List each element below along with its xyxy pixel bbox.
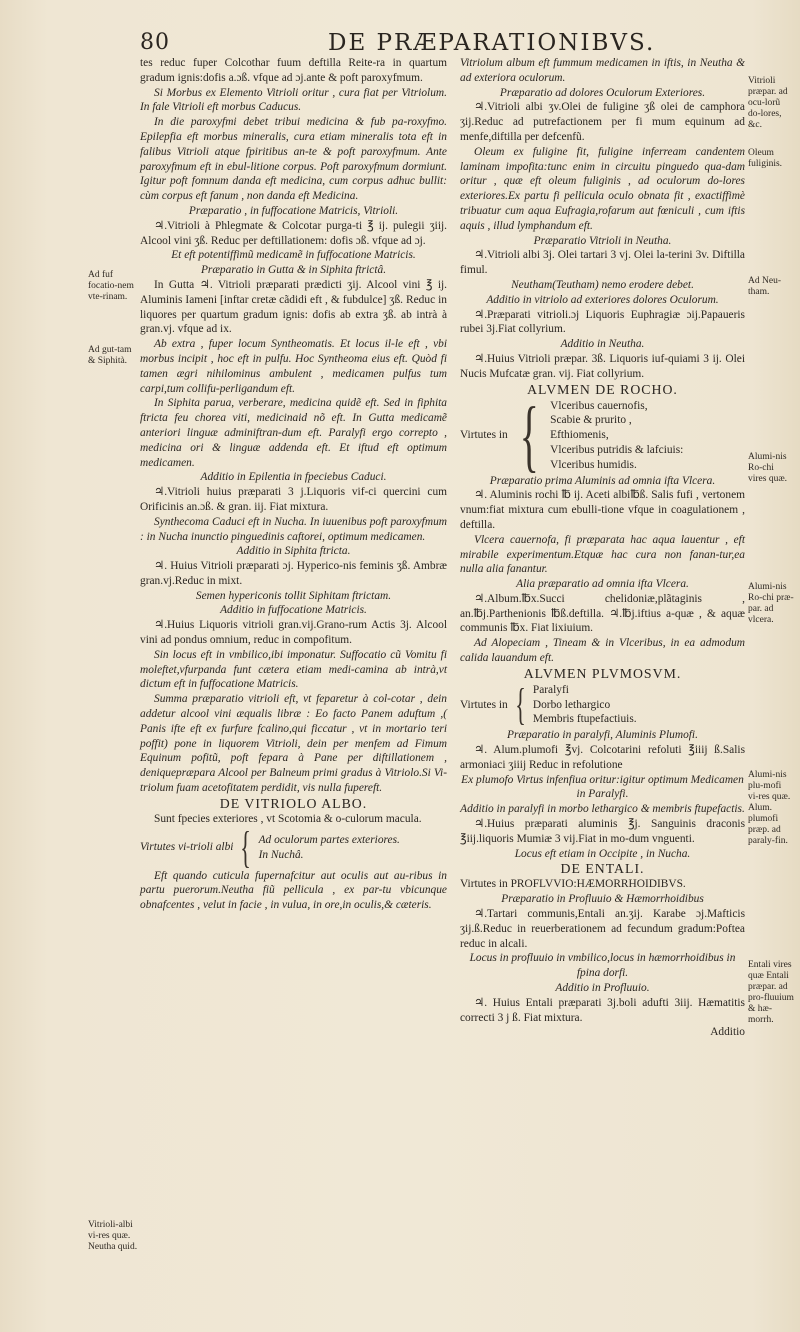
paragraph: Ex plumofo Virtus infenfiua oritur:igitur optimum Medicamen in Paralyfi. (461, 773, 744, 801)
margin-note: Ad fuf focatio-nem vte-rinam. (88, 270, 134, 302)
paragraph: Additio in Neutha. (560, 338, 645, 351)
paragraph: Additio in Epilentia in fpeciebus Caduci. (200, 471, 387, 484)
paragraph: In die paroxyfmi debet tribui medicina & fub pa-roxyfmo. Epilepfia eft morbus mineralis, cura etiam mineralis tota eft in falibus Vitrioli atque fpiritibus an-te & poft paroxyfmum. Ante paroxyfmum eft in ebul-litione corpus. Poft paroxyfmum dormiunt. Igitur poft fomnum danda eft medicina, cum corpus adhuc bullit: cùm corpus eft fanum , non danda eft Medicina. (140, 116, 447, 203)
paragraph: Præparatio , in fuffocatione Matricis, Vitrioli. (188, 204, 399, 217)
paragraph: Præparatio in Profluuio & Hæmorrhoidibus (501, 893, 704, 906)
paragraph: ♃.Præparati vitrioli.ɔj Liquoris Euphragiæ ɔij.Papaueris rubei 3j.Fiat collyrium. (460, 308, 745, 336)
paragraph: Neutham(Teutham) nemo erodere debet. (511, 278, 694, 291)
brace-item: Vlceribus cauernofis, (550, 399, 648, 412)
margin-note: Alumi-nis Ro-chi vires quæ. (748, 452, 788, 484)
paragraph: Summa præparatio vitrioli eft, vt feparetur à col-cotar , dein addetur alcool vini æqualis libræ : Eo facto Panem aduftum ,( Panis ifte eft ex furfure fcalino,qui ficcatur , vt in mortario teri poffit) pone in liquorem Vitrioli, dein per menfem ad Fimum Equinum pofitũ, poft fepara à Pane per diftillationem , deniquepræpara Alcool per Balneum primi gradus à Vitriolo.Si Vi-triolum fuam acetofitatem perdidit, vis nulla fupereft. (140, 693, 447, 795)
section-heading: DE ENTALI. (560, 861, 645, 877)
paragraph: In Siphita parua, verberare, medicina quidẽ eft. Sed in fiphita ftricta feu chorea viti, medicinaid nõ eft. In Gutta medicamẽ anteriori linguæ adminiftran-dum eft. Paralyfi ergo correpto , medicina ori & linguæ addenda eft. Et iftud eft optimum medicamen. (140, 397, 447, 469)
paragraph: Virtutes in PROFLVVIO:HÆMORRHOIDIBVS. (460, 878, 686, 891)
paragraph: ♃. Aluminis rochi ℔ ij. Aceti albi℔ß. Salis fufi , vertonem vnum:fiat mixtura cum ebulli-tione vfque in coagulationem , deftilla. (460, 489, 745, 531)
paragraph: ♃.Vitrioli à Phlegmate & Colcotar purga-ti ℥ ij. pulegii ʒiij. Alcool vini ʒß. Reduc per deftillationem: dofis ɔß. vfque ad ɔj. (140, 219, 447, 247)
section-heading: DE VITRIOLO ALBO. (219, 795, 368, 811)
paragraph: Si Morbus ex Elemento Vitrioli oritur , cura fiat per Vitriolum. In fale Vitrioli eft morbus Caducus. (140, 86, 447, 114)
page-number: 80 (140, 30, 170, 55)
paragraph: Synthecoma Caduci eft in Nucha. In iuuenibus poft paroxyfmum : in Nucha inunctio pinguedinis caftorei, optimum medicamen. (140, 515, 447, 543)
paragraph: In Gutta ♃. Vitrioli præparati prædicti ʒij. Alcool vini ℥ ij. Aluminis Iameni [inftar cretæ cãdidi eft , & fubdulce] ʒß. Reduc in liquores per quartum gradum ignis: dofis ab extra ʒß. ab intrà à gran.vj. vfque ad ix. (140, 278, 447, 336)
paragraph: Semen hypericonis tollit Siphitam ftrictam. (195, 589, 392, 602)
margin-note: Entali vires quæ Entali præpar. ad pro-fluuium & hæ-morrh. (748, 960, 794, 1025)
paragraph: ♃.Huius Liquoris vitrioli gran.vij.Grano-rum Actis 3j. Alcool vini ad pondus omnium, reduc in compofitum. (140, 619, 447, 647)
paragraph: ♃.Huius præparati aluminis ℥j. Sanguinis draconis ℥iij.liquoris Mumiæ 3 vij.Fiat in mo-dum vnguenti. (460, 818, 745, 845)
paragraph: ♃.Tartari communis,Entali an.ʒij. Karabe ɔj.Mafticis ʒij.ß.Reduc in reuerberationem ad fecundum gradum:Poftea reduc in alcali. (460, 908, 745, 950)
right-column (460, 56, 745, 1040)
brace-label: Virtutes vi-trioli albi (140, 841, 234, 854)
paragraph: Præparatio in paralyfi, Aluminis Plumofi. (507, 729, 698, 742)
section-heading: ALVMEN PLVMOSVM. (523, 665, 682, 681)
margin-note: Vitrioli præpar. ad ocu-lorũ do-lores, &c. (748, 76, 788, 130)
alumen-rocho-virtues (460, 391, 745, 480)
left-paragraphs (140, 56, 447, 827)
paragraph: ♃.Vitrioli albi ʒv.Olei de fuligine ʒß olei de camphora ʒij.Reduc ad putrefactionem per fi mum equinum ad menfe,diftilla per defcenfũ. (460, 101, 745, 143)
right-paragraphs-a (460, 56, 745, 398)
brace-item: Ad oculorum partes exteriores. (258, 833, 400, 846)
alumen-plumosum-virtues (460, 680, 745, 730)
brace-item: Vlceribus putridis & lafciuis: (550, 443, 684, 456)
paragraph: Additio in paralyfi in morbo lethargico & membris ftupefactis. (460, 803, 745, 816)
margin-note: Alumi-nis plu-mofi vi-res quæ. Alum. plumofi præp. ad paraly-fin. (748, 770, 791, 846)
paragraph: Præparatio Vitrioli in Neutha. (533, 234, 672, 247)
paragraph: ♃. Alum.plumofi ℥vj. Colcotarini refoluti ℥iiij ß.Salis armoniaci ʒiiij Reduc in refolutione (460, 744, 745, 771)
margin-note: Oleum fuliginis. (748, 148, 783, 169)
right-paragraphs-c (460, 728, 745, 1040)
margin-note: Vitrioli-albi vi-res quæ. Neutha quid. (88, 1220, 138, 1252)
brace-item: Paralyfi (532, 683, 569, 696)
paragraph: Alia præparatio ad omnia ifta Vlcera. (516, 578, 689, 591)
margin-note: Ad gut-tam & Siphità. (88, 345, 132, 366)
brace-item: Vlceribus humidis. (550, 458, 637, 471)
paragraph: Præparatio ad dolores Oculorum Exteriores. (499, 86, 706, 99)
paragraph: Ad Alopeciam , Tineam & in Vlceribus, in ea admodum calida lauandum eft. (460, 637, 745, 665)
paragraph: Additio in fuffocatione Matricis. (220, 604, 367, 617)
brace-mark: { (240, 822, 252, 872)
brace-item: Scabie & prurito , (550, 414, 632, 427)
paragraph: Sin locus eft in vmbilico,ibi imponatur. Suffocatio cũ Vomitu fi moleftet,vfurpanda funt cætera etiam medi-camina ab intrà,vt dictum eft in fuffocatione Matricis. (140, 648, 447, 691)
vitriolum-album-virtues (140, 822, 447, 872)
running-title: DE PRÆPARATIONIBVS. (328, 30, 656, 56)
paragraph: Additio in Siphita ftricta. (236, 545, 351, 558)
paragraph: ♃.Vitrioli huius præparati 3 j.Liquoris vif-ci quercini cum Orificinis an.ɔß. & gran. iij. Fiat mixtura. (140, 486, 447, 513)
paragraph: Præparatio prima Aluminis ad omnia ifta Vlcera. (489, 474, 716, 487)
margin-note: Alumi-nis Ro-chi præ-par. ad vlcera. (748, 582, 794, 625)
paragraph: ♃.Album.℔x.Succi chelidoniæ,plãtaginis , an.℔j.Parthenionis ℔ß.deftilla. ♃.℔j.iftius a-quæ , & aquæ communis ℔x. Fiat lixiuium. (460, 592, 745, 635)
brace-item: Membris ftupefactiuis. (532, 713, 637, 726)
brace-item: In Nuchâ. (258, 848, 304, 861)
brace-mark: { (519, 391, 539, 480)
paragraph: tes reduc fuper Colcothar fuum deftilla Reite-ra in quartum gradum ignis:dofis a.ɔß. vfque ad ɔj.ante & poft paroxyfmum. (140, 57, 447, 84)
paragraph: ♃.Vitrioli albi 3j. Olei tartari 3 vj. Olei la-terini 3v. Diftilla fimul. (460, 249, 745, 277)
paragraph: ♃. Huius Vitrioli præparati ɔj. Hyperico-nis feminis ʒß. Ambræ gran.vj.Reduc in mixt. (140, 560, 447, 587)
paragraph: ♃.Huius Vitrioli præpar. 3ß. Liquoris iuf-quiami 3 ij. Olei Nucis Mufcatæ gran. vij. Fiat collyrium. (460, 352, 745, 380)
paragraph: Ab extra , fuper locum Syntheomatis. Et locus il-le eft , vbi morbus incipit , hoc eft in pulfu. Hoc Syntheoma eius eft. Quòd fi tamen ægri nihilominus ambulent , medicamen pulfus tum carpi,tum collifu-perligandum eft. (140, 338, 447, 395)
margin-note: Ad Neu-tham. (748, 276, 781, 297)
right-paragraphs-b (460, 474, 745, 682)
paragraph: Locus eft etiam in Occipite , in Nucha. (514, 847, 691, 860)
paragraph: Additio in Profluuio. (555, 982, 650, 995)
paragraph: Eft quando cuticula fupernafcitur aut oculis aut au-ribus in partu puerorum.Neutha fiũ pellicula , ex par-tu vbicunque obnafcentes , velut in facie , in vulua, in ore,in oculis,& cæteris. (140, 869, 447, 912)
paragraph: Additio in vitriolo ad exteriores dolores Oculorum. (486, 293, 719, 306)
brace-item: Dorbo lethargico (532, 698, 611, 711)
paragraph: ♃. Huius Entali præparati 3j.boli adufti 3iij. Hæmatitis correcti 3 j ß. Fiat mixtura. (460, 996, 745, 1024)
paragraph: Additio (710, 1026, 745, 1039)
paragraph: Sunt fpecies exteriores , vt Scotomia & o-culorum macula. (154, 812, 422, 825)
page-header (140, 30, 790, 56)
paragraph: Vitriolum album eft fummum medicamen in iftis, in Neutha & ad exteriora oculorum. (460, 57, 745, 84)
brace-mark: { (515, 680, 526, 730)
paragraph: Præparatio in Gutta & in Siphita ftrictâ. (200, 264, 387, 277)
brace-label: Virtutes in (460, 429, 508, 442)
paragraph: Locus in profluuio in vmbilico,locus in hæmorrhoidibus in fpina dorfi. (469, 952, 736, 980)
paragraph: Et eft potentiffimũ medicamẽ in fuffocatione Matricis. (171, 249, 416, 262)
paragraph: Vlcera cauernofa, fi præparata hac aqua lauentur , eft mirabile experimentum.Etquæ hac cura non fanan-tur,ea nulla alia fanantur. (460, 533, 745, 576)
paragraph: Oleum ex fuligine fit, fuligine inferream candentem laminam impofita:tunc enim in circuitu pinguedo qua-dam oritur , quæ eft oleum fuliginis , ad oculorum do-lores exteriores.Ex partu fi pellicula oculo obnata fit , exactiffimè tribuatur cum aqua Eufragia,rofarum aut fœniculi , cum iftis aquis , illud lymphandum eft. (460, 145, 745, 232)
brace-label: Virtutes in (460, 698, 508, 711)
section-heading: ALVMEN DE ROCHO. (527, 381, 678, 397)
left-column (140, 56, 447, 913)
brace-item: Efthiomenis, (550, 429, 609, 442)
